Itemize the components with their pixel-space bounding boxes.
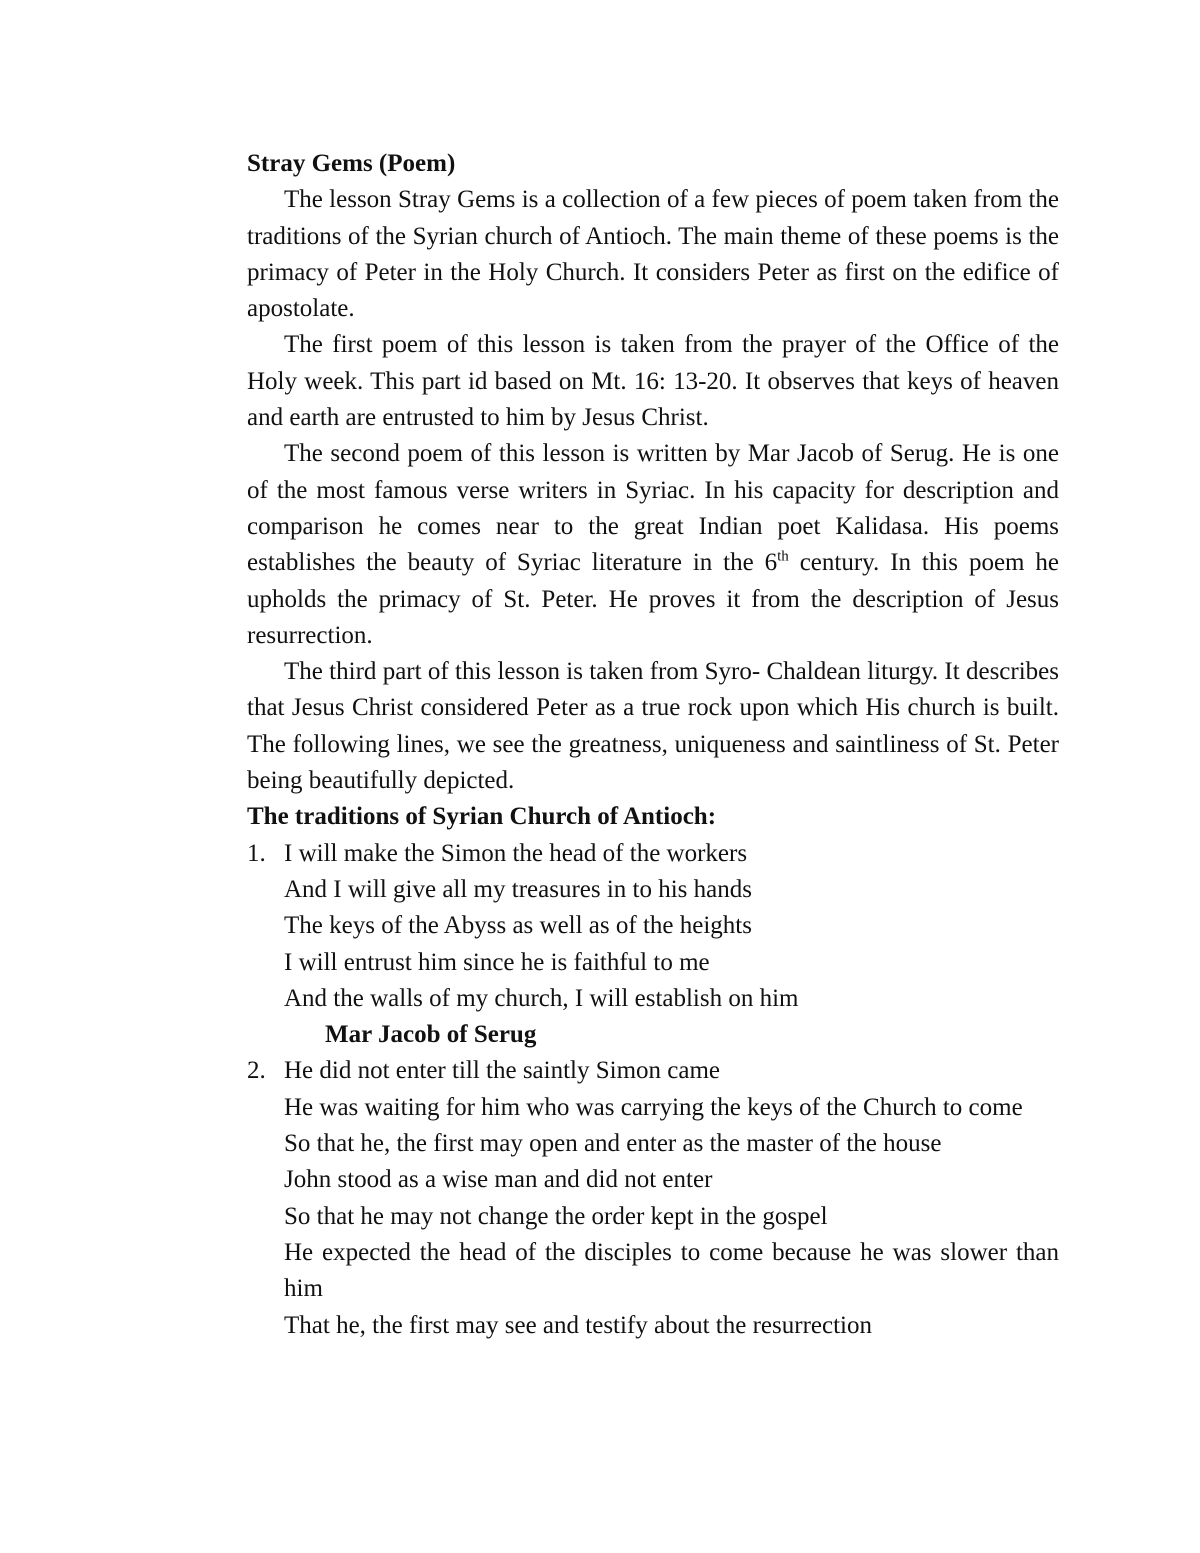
poem-line: John stood as a wise man and did not enter — [284, 1166, 713, 1194]
poem-line: He expected the head of the disciples to come because he was slower than him — [284, 1238, 1059, 1303]
poem-line: I will make the Simon the head of the workers — [284, 839, 748, 867]
poem-line: And the walls of my church, I will establish on him — [284, 984, 799, 1012]
poem-2 — [247, 1053, 1059, 1343]
poem-line: He did not enter till the saintly Simon came — [284, 1057, 721, 1085]
paragraph-second-poem-text-b: century. In this poem he upholds the primacy of St. Peter. He proves it from the description of Jesus resurrection. — [247, 549, 1059, 649]
poem-1-lines — [284, 836, 1059, 1017]
poem-2-number: 2. — [247, 1057, 266, 1085]
poem-line: And I will give all my treasures in to his hands — [284, 875, 752, 903]
poem-1-number: 1. — [247, 839, 266, 867]
paragraph-third-part: The third part of this lesson is taken from Syro- Chaldean liturgy. It describes that Jesus Christ considered Peter as a true rock upon which His church is built. The following lines, we see the greatness, uniqueness and saintliness of St. Peter being beautifully depicted. — [247, 658, 1059, 795]
ordinal-superscript: th — [777, 548, 789, 565]
paragraph-first-poem: The first poem of this lesson is taken from the prayer of the Office of the Holy week. This part id based on Mt. 16: 13-20. It observes that keys of heaven and earth are entrusted to him by Jesus Christ. — [247, 331, 1059, 432]
paragraph-second-poem — [247, 436, 1059, 654]
paragraph-intro: The lesson Stray Gems is a collection of a few pieces of poem taken from the traditions of the Syrian church of Antioch. The main theme of these poems is the primacy of Peter in the Holy Church. It considers Peter as first on the edifice of apostolate. — [247, 186, 1059, 323]
document-page — [247, 146, 1059, 1344]
poem-line: He was waiting for him who was carrying the keys of the Church to come — [284, 1093, 1023, 1121]
poem-2-lines — [284, 1053, 1059, 1343]
poem-line: So that he, the first may open and enter as the master of the house — [284, 1130, 942, 1158]
section-heading: The traditions of Syrian Church of Antioch: — [247, 803, 717, 831]
poem-line: So that he may not change the order kept in the gospel — [284, 1202, 828, 1230]
poem-line: That he, the first may see and testify about the resurrection — [284, 1311, 872, 1339]
poem-1 — [247, 836, 1059, 1017]
poem-attribution: Mar Jacob of Serug — [325, 1021, 537, 1049]
document-title: Stray Gems (Poem) — [247, 150, 456, 177]
poem-line: I will entrust him since he is faithful to me — [284, 948, 710, 976]
poem-line: The keys of the Abyss as well as of the heights — [284, 912, 752, 940]
paragraph-second-poem-text-a: The second poem of this lesson is written by Mar Jacob of Serug. He is one of the most famous verse writers in Syriac. In his capacity for description and comparison he comes near to the great Indian poet Kalidasa. His poems establishes the beauty of Syriac literature in the 6 — [247, 440, 1059, 577]
